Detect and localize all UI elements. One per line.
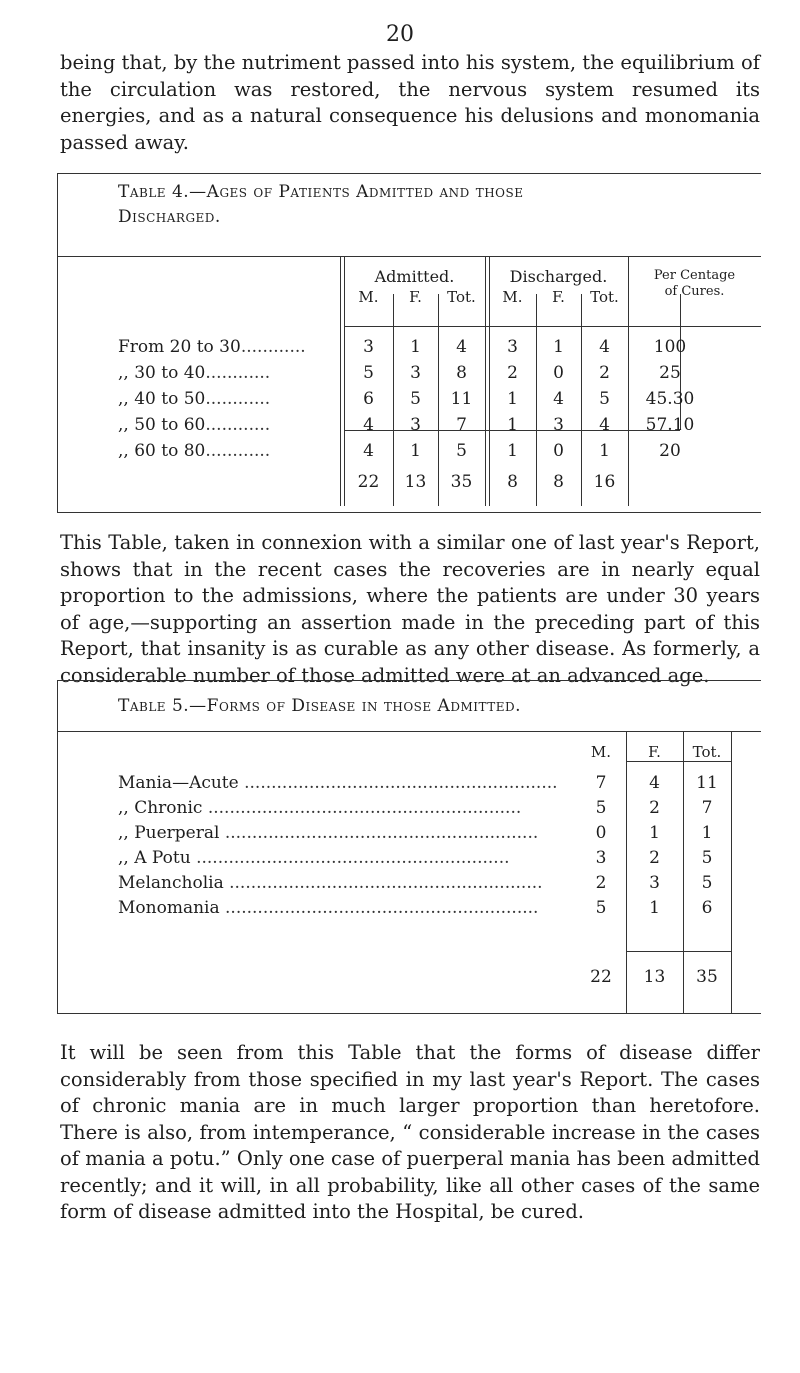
table-cell: 11	[696, 773, 718, 793]
header-m: M.	[590, 743, 612, 761]
header-per-centage: Per Centage	[653, 268, 736, 283]
table-cell: 0	[553, 441, 564, 461]
table-cell: 7	[701, 798, 713, 818]
table-cell: 25	[659, 363, 681, 383]
table-cell: 5	[701, 873, 713, 893]
table-cell: 3	[649, 873, 660, 893]
row-label: ,, 30 to 40............	[118, 363, 271, 383]
table-total-cell: 35	[696, 967, 718, 987]
row-label: ,, A Potu ..........................................................	[118, 848, 510, 868]
table-cell: 4	[363, 415, 374, 435]
table-cell: 20	[659, 441, 681, 461]
table-total-cell: 35	[450, 472, 473, 492]
table-cell: 2	[649, 848, 660, 868]
header-discharged-m: M.	[502, 288, 523, 306]
table-cell: 57.10	[645, 415, 695, 435]
page-number: 20	[386, 22, 414, 47]
table-4-caption-line-2: Discharged.	[118, 207, 221, 227]
table-cell: 5	[595, 798, 607, 818]
table-cell: 1	[507, 441, 518, 461]
table-cell: 0	[595, 823, 607, 843]
table-cell: 1	[649, 898, 660, 918]
table-cell: 1	[553, 337, 564, 357]
table-total-cell: 16	[593, 472, 616, 492]
table-cell: 3	[553, 415, 564, 435]
header-f: F.	[648, 743, 661, 761]
table-5-caption: Table 5.—Forms of Disease in those Admitted.	[118, 696, 521, 716]
row-label: ,, Puerperal ..........................................................	[118, 823, 539, 843]
table-cell: 7	[456, 415, 467, 435]
table-cell: 1	[649, 823, 660, 843]
row-label: ,, 50 to 60............	[118, 415, 271, 435]
table-cell: 2	[649, 798, 660, 818]
paragraph-3: It will be seen from this Table that the forms of disease differ considerably from those specified in my last year's Report. The cases of chronic mania are in much larger proportion than heretofore. There is also, from intemperance, “ considerable increase in the cases of mania a potu.” Only one case of puerperal mania has been admitted recently; and it will, in all probability, like all other cases of the same form of disease admitted into the Hospital, be cured.	[60, 1041, 760, 1223]
table-cell: 6	[701, 898, 713, 918]
header-admitted-f: F.	[409, 288, 422, 306]
table-cell: 100	[653, 337, 687, 357]
table-cell: 3	[363, 337, 374, 357]
header-of-cures: of Cures.	[664, 284, 725, 299]
header-tot: Tot.	[692, 743, 722, 761]
table-cell: 4	[599, 415, 610, 435]
table-cell: 0	[553, 363, 564, 383]
header-admitted-tot: Tot.	[447, 288, 476, 306]
table-cell: 3	[410, 363, 421, 383]
table-4	[57, 173, 761, 513]
paragraph-1: being that, by the nutriment passed into his system, the equilibrium of the circulation was restored, the nervous system resumed its energies, and as a natural consequence his delusions and monomania passed away.	[60, 51, 760, 154]
table-cell: 6	[363, 389, 374, 409]
paragraph-2: This Table, taken in connexion with a similar one of last year's Report, shows that in the recent cases the recoveries are in nearly equal proportion to the admissions, where the patients are under 30 years of age,—supporting an assertion made in the preceding part of this Report, that insanity is as curable as any other disease. As formerly, a considerable number of those admitted were at an advanced age.	[60, 531, 760, 687]
table-cell: 5	[456, 441, 467, 461]
table-cell: 5	[595, 898, 607, 918]
row-label: ,, Chronic ..........................................................	[118, 798, 522, 818]
table-cell: 1	[410, 441, 421, 461]
table-cell: 4	[553, 389, 564, 409]
table-cell: 1	[701, 823, 713, 843]
table-cell: 4	[363, 441, 374, 461]
table-cell: 1	[507, 415, 518, 435]
header-admitted: Admitted.	[374, 267, 455, 286]
table-cell: 3	[507, 337, 518, 357]
table-total-cell: 8	[553, 472, 564, 492]
table-cell: 4	[649, 773, 660, 793]
table-cell: 2	[595, 873, 607, 893]
header-discharged-tot: Tot.	[590, 288, 619, 306]
table-cell: 3	[595, 848, 607, 868]
table-total-cell: 22	[590, 967, 612, 987]
table-cell: 5	[599, 389, 610, 409]
table-cell: 1	[599, 441, 610, 461]
table-cell: 4	[599, 337, 610, 357]
table-5	[57, 680, 761, 1014]
table-4-caption-line-1: Table 4.—Ages of Patients Admitted and those	[118, 182, 524, 202]
row-label: Monomania ..........................................................	[118, 898, 539, 918]
table-total-cell: 13	[404, 472, 427, 492]
header-discharged: Discharged.	[509, 267, 608, 286]
table-cell: 5	[701, 848, 713, 868]
header-admitted-m: M.	[358, 288, 379, 306]
table-cell: 2	[507, 363, 518, 383]
table-cell: 5	[363, 363, 374, 383]
table-cell: 5	[410, 389, 421, 409]
table-cell: 45.30	[645, 389, 695, 409]
row-label: From 20 to 30............	[118, 337, 306, 357]
row-label: ,, 40 to 50............	[118, 389, 271, 409]
row-label: Mania—Acute ..........................................................	[118, 773, 558, 793]
table-cell: 8	[456, 363, 467, 383]
table-cell: 2	[599, 363, 610, 383]
table-cell: 1	[507, 389, 518, 409]
row-label: ,, 60 to 80............	[118, 441, 271, 461]
header-discharged-f: F.	[552, 288, 565, 306]
table-total-cell: 22	[357, 472, 380, 492]
table-cell: 7	[595, 773, 607, 793]
table-cell: 1	[410, 337, 421, 357]
table-cell: 4	[456, 337, 467, 357]
row-label: Melancholia ..........................................................	[118, 873, 543, 893]
table-total-cell: 8	[507, 472, 518, 492]
table-total-cell: 13	[643, 967, 666, 987]
table-cell: 3	[410, 415, 421, 435]
table-cell: 11	[450, 389, 473, 409]
